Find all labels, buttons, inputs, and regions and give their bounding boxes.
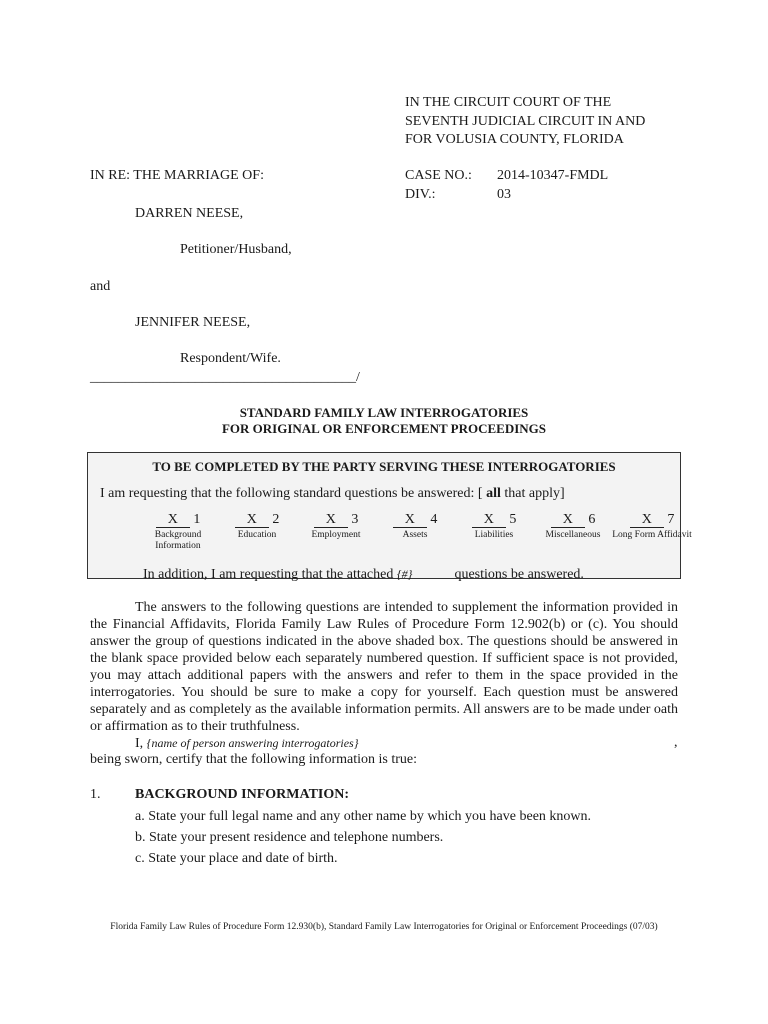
option-6-caption: Miscellaneous	[545, 530, 601, 540]
court-line-1: IN THE CIRCUIT COURT OF THE	[405, 95, 612, 110]
respondent-role: Respondent/Wife.	[180, 351, 281, 366]
option-1-number: 1	[193, 512, 201, 527]
box-heading: TO BE COMPLETED BY THE PARTY SERVING THESE INTERROGATORIES	[152, 459, 616, 474]
option-4-caption: Assets	[402, 530, 428, 540]
case-number-label: CASE NO.:	[405, 168, 472, 183]
serving-party-box	[87, 452, 692, 582]
option-2[interactable]	[217, 511, 297, 541]
option-4[interactable]	[375, 511, 455, 541]
option-5-mark: X	[472, 512, 506, 528]
addition-text-pre: In addition, I am requesting that the attached	[143, 567, 397, 582]
option-5[interactable]	[454, 511, 534, 541]
answering-person-name-field[interactable]: {name of person answering interrogatories}	[146, 736, 359, 750]
petitioner-role: Petitioner/Husband,	[180, 242, 292, 257]
addition-text-post: questions be answered.	[454, 567, 584, 582]
option-2-mark: X	[235, 512, 269, 528]
option-4-mark: X	[393, 512, 427, 528]
option-6[interactable]	[533, 511, 613, 541]
option-5-caption: Liabilities	[474, 530, 514, 540]
in-re-caption: IN RE: THE MARRIAGE OF:	[90, 168, 264, 183]
option-3[interactable]	[296, 511, 376, 541]
petitioner-name: DARREN NEESE,	[135, 206, 244, 221]
option-7-caption: Long Form Affidavit	[612, 530, 692, 540]
request-statement	[100, 485, 565, 503]
additional-request	[143, 565, 584, 584]
question-1b: b. State your present residence and telephone numbers.	[135, 830, 444, 845]
option-3-number: 3	[351, 512, 359, 527]
request-text-bold: all	[486, 486, 501, 501]
option-7-mark: X	[630, 512, 664, 528]
request-text-post: that apply]	[500, 486, 565, 501]
option-4-number: 4	[430, 512, 438, 527]
option-3-mark: X	[314, 512, 348, 528]
and-conjunction: and	[90, 279, 111, 294]
court-line-2: SEVENTH JUDICIAL CIRCUIT IN AND	[405, 113, 646, 129]
section-1-number: 1.	[90, 787, 101, 802]
option-7-number: 7	[667, 512, 675, 527]
document-title-line-1: STANDARD FAMILY LAW INTERROGATORIES	[239, 405, 529, 420]
respondent-name: JENNIFER NEESE,	[135, 315, 251, 330]
option-7[interactable]	[612, 511, 692, 541]
certification-pre: I,	[135, 736, 147, 751]
division-label: DIV.:	[405, 187, 436, 202]
option-1-caption: Background Information	[154, 530, 202, 551]
caption-signature-line: ______________________________________/	[90, 370, 360, 385]
instructions-paragraph: The answers to the following questions are intended to supplement the information provided in the Financial Affidavits, Florida Family Law Rules of Procedure Form 12.902(b) or (c). You should answer the group of questions indicated in the above shaded box. The questions should be answered in the blank space provided below each separately numbered question. If sufficient space is not provided, you may attach additional papers with the answers and refer to them in the space provided in the interrogatories. You should be sure to make a copy for yourself. Each question must be answered separately and as completely as the available information permits. All answers are to be made under oath or affirmation as to their truthfulness.	[90, 600, 678, 734]
option-2-number: 2	[272, 512, 280, 527]
option-1-mark: X	[156, 512, 190, 528]
section-1-heading: BACKGROUND INFORMATION:	[135, 787, 350, 802]
option-1[interactable]	[138, 511, 218, 552]
attached-count-field[interactable]: {#}	[396, 567, 413, 581]
option-2-caption: Education	[237, 530, 277, 540]
division-value: 03	[497, 187, 511, 202]
option-5-number: 5	[509, 512, 517, 527]
question-1c: c. State your place and date of birth.	[135, 851, 338, 866]
form-footer: Florida Family Law Rules of Procedure Form 12.930(b), Standard Family Law Interrogatories for Original or Enforcement Proceedings (07/03)	[110, 922, 658, 932]
case-number-value: 2014-10347-FMDL	[497, 168, 609, 183]
court-line-3: FOR VOLUSIA COUNTY, FLORIDA	[405, 132, 624, 147]
certification-comma: ,	[674, 735, 678, 750]
court-heading	[405, 94, 705, 150]
request-text-pre: I am requesting that the following standard questions be answered: [	[100, 486, 487, 501]
option-3-caption: Employment	[311, 530, 361, 540]
option-6-number: 6	[588, 512, 596, 527]
option-6-mark: X	[551, 512, 585, 528]
document-title-line-2: FOR ORIGINAL OR ENFORCEMENT PROCEEDINGS	[221, 421, 547, 436]
question-1a: a. State your full legal name and any other name by which you have been known.	[135, 809, 592, 824]
certification-statement: being sworn, certify that the following information is true:	[90, 752, 417, 767]
